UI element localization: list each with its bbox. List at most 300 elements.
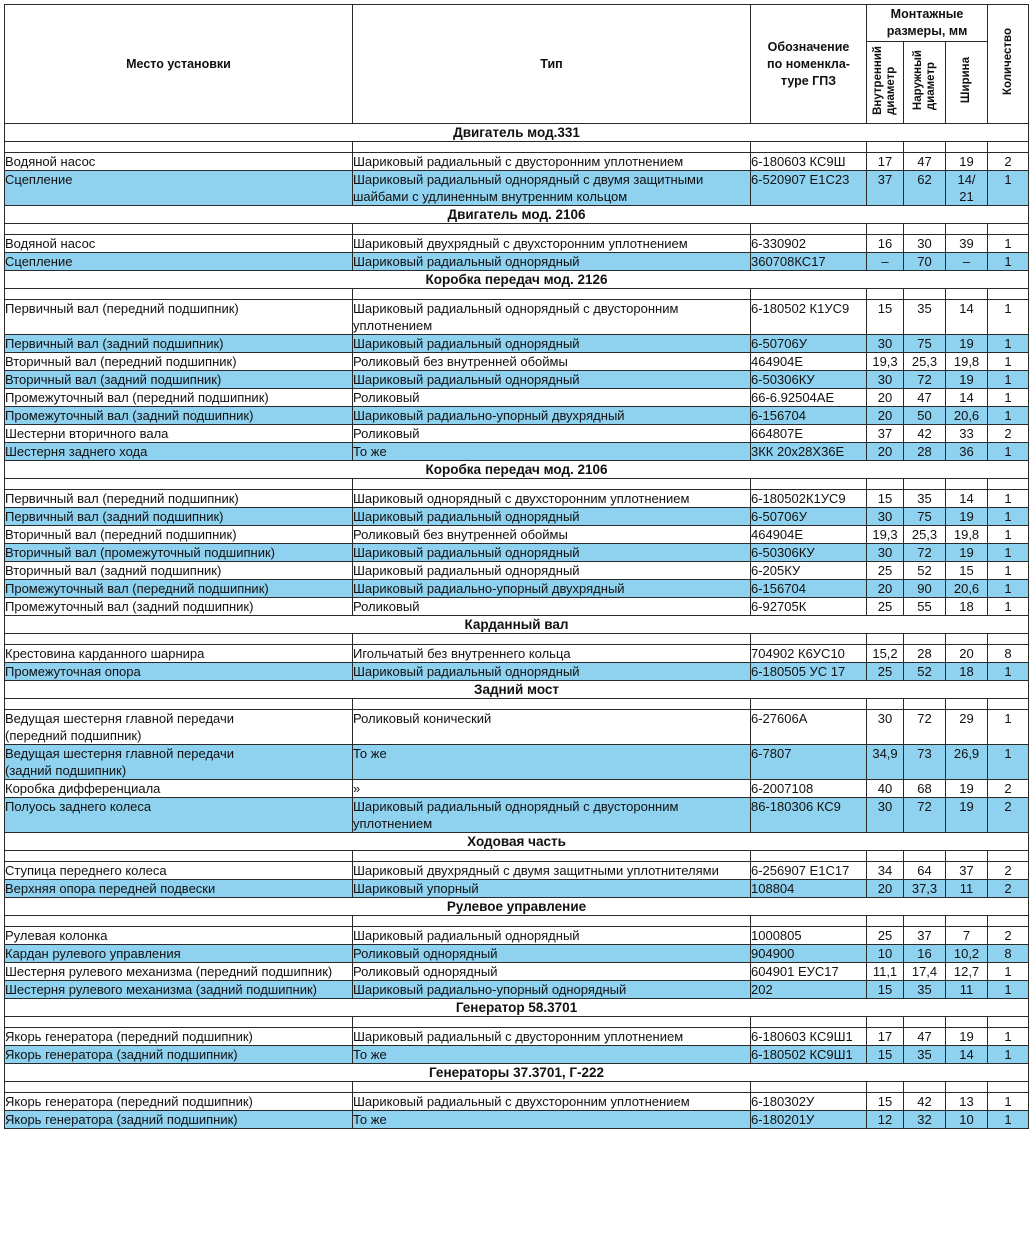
spacer-cell xyxy=(904,479,946,490)
table-row xyxy=(5,1028,1029,1046)
cell-qty: 1 xyxy=(988,253,1029,271)
cell-outer: 47 xyxy=(904,1028,946,1046)
cell-width: 19,8 xyxy=(946,526,988,544)
spacer-cell xyxy=(988,699,1029,710)
cell-type: Шариковый радиальный однорядный с двусторонним уплотнением xyxy=(353,798,751,833)
spacer-cell xyxy=(353,916,751,927)
table-row xyxy=(5,927,1029,945)
section-header-row xyxy=(5,833,1029,851)
header-width-cell xyxy=(946,42,988,124)
table-row xyxy=(5,1111,1029,1129)
cell-code: 86-180306 КС9 xyxy=(751,798,867,833)
cell-type: » xyxy=(353,780,751,798)
section-spacer-row xyxy=(5,479,1029,490)
spacer-cell xyxy=(353,699,751,710)
cell-place: Вторичный вал (передний подшипник) xyxy=(5,526,353,544)
cell-inner: – xyxy=(867,253,904,271)
cell-type: Роликовый xyxy=(353,425,751,443)
cell-place: Первичный вал (передний подшипник) xyxy=(5,300,353,335)
cell-width: 33 xyxy=(946,425,988,443)
cell-code: 6-50306КУ xyxy=(751,371,867,389)
section-spacer-row xyxy=(5,699,1029,710)
cell-inner: 17 xyxy=(867,153,904,171)
cell-qty: 1 xyxy=(988,745,1029,780)
table-row xyxy=(5,425,1029,443)
cell-width: 15 xyxy=(946,562,988,580)
section-spacer-row xyxy=(5,289,1029,300)
cell-code: 202 xyxy=(751,981,867,999)
spacer-cell xyxy=(904,634,946,645)
cell-outer: 37 xyxy=(904,927,946,945)
section-spacer-row xyxy=(5,851,1029,862)
cell-outer: 52 xyxy=(904,663,946,681)
cell-qty: 1 xyxy=(988,171,1029,206)
cell-width: 36 xyxy=(946,443,988,461)
cell-type: Шариковый двухрядный с двухсторонним уплотнением xyxy=(353,235,751,253)
cell-qty: 1 xyxy=(988,981,1029,999)
cell-width: 10 xyxy=(946,1111,988,1129)
table-row xyxy=(5,880,1029,898)
cell-qty: 1 xyxy=(988,235,1029,253)
spacer-cell xyxy=(867,224,904,235)
cell-outer: 55 xyxy=(904,598,946,616)
cell-place: Первичный вал (задний подшипник) xyxy=(5,508,353,526)
cell-code: 704902 К6УС10 xyxy=(751,645,867,663)
spacer-cell xyxy=(353,289,751,300)
cell-width: 11 xyxy=(946,981,988,999)
section-spacer-row xyxy=(5,1017,1029,1028)
cell-code: 6-256907 Е1С17 xyxy=(751,862,867,880)
cell-code: 6-92705К xyxy=(751,598,867,616)
section-title: Ходовая часть xyxy=(5,833,1029,851)
cell-type: Роликовый однорядный xyxy=(353,945,751,963)
spacer-cell xyxy=(5,142,353,153)
cell-qty: 8 xyxy=(988,945,1029,963)
cell-width: 29 xyxy=(946,710,988,745)
cell-type: Шариковый радиальный однорядный с двусторонним уплотнением xyxy=(353,300,751,335)
cell-qty: 1 xyxy=(988,663,1029,681)
cell-qty: 1 xyxy=(988,526,1029,544)
cell-place: Первичный вал (задний подшипник) xyxy=(5,335,353,353)
table-row xyxy=(5,562,1029,580)
table-row xyxy=(5,981,1029,999)
cell-code: 6-180603 КС9Ш1 xyxy=(751,1028,867,1046)
cell-qty: 1 xyxy=(988,710,1029,745)
spacer-cell xyxy=(5,289,353,300)
cell-width: 14 xyxy=(946,1046,988,1064)
cell-qty: 1 xyxy=(988,1111,1029,1129)
cell-width: 19 xyxy=(946,1028,988,1046)
spacer-cell xyxy=(5,699,353,710)
cell-qty: 1 xyxy=(988,580,1029,598)
spacer-cell xyxy=(867,289,904,300)
cell-qty: 1 xyxy=(988,562,1029,580)
header-outer-diameter: Наружный диаметр xyxy=(911,50,937,111)
cell-outer: 90 xyxy=(904,580,946,598)
cell-inner: 12 xyxy=(867,1111,904,1129)
cell-code: 6-520907 Е1С23 xyxy=(751,171,867,206)
cell-outer: 35 xyxy=(904,981,946,999)
cell-code: 464904Е xyxy=(751,526,867,544)
spacer-cell xyxy=(353,142,751,153)
spacer-cell xyxy=(946,1017,988,1028)
spacer-cell xyxy=(904,224,946,235)
table-row xyxy=(5,171,1029,206)
cell-type: Шариковый радиальный с двусторонним уплотнением xyxy=(353,153,751,171)
cell-width: 39 xyxy=(946,235,988,253)
spacer-cell xyxy=(5,634,353,645)
cell-qty: 1 xyxy=(988,490,1029,508)
cell-qty: 2 xyxy=(988,425,1029,443)
cell-qty: 2 xyxy=(988,862,1029,880)
cell-width: 20 xyxy=(946,645,988,663)
table-row xyxy=(5,1046,1029,1064)
table-row xyxy=(5,663,1029,681)
spacer-cell xyxy=(904,1082,946,1093)
cell-code: 108804 xyxy=(751,880,867,898)
cell-type: Игольчатый без внутреннего кольца xyxy=(353,645,751,663)
cell-code: 360708КС17 xyxy=(751,253,867,271)
cell-code: 664807Е xyxy=(751,425,867,443)
cell-place: Полуось заднего колеса xyxy=(5,798,353,833)
table-row xyxy=(5,526,1029,544)
spacer-cell xyxy=(353,851,751,862)
cell-code: 604901 ЕУС17 xyxy=(751,963,867,981)
header-inner-cell xyxy=(867,42,904,124)
spacer-cell xyxy=(867,634,904,645)
table-row xyxy=(5,544,1029,562)
table-row xyxy=(5,371,1029,389)
cell-type: Роликовый без внутренней обоймы xyxy=(353,526,751,544)
section-title: Генераторы 37.3701, Г-222 xyxy=(5,1064,1029,1082)
cell-place: Якорь генератора (задний подшипник) xyxy=(5,1046,353,1064)
cell-outer: 75 xyxy=(904,508,946,526)
table-row xyxy=(5,443,1029,461)
cell-inner: 20 xyxy=(867,443,904,461)
cell-qty: 1 xyxy=(988,443,1029,461)
header-type: Тип xyxy=(353,5,751,124)
spacer-cell xyxy=(988,634,1029,645)
cell-outer: 70 xyxy=(904,253,946,271)
cell-qty: 1 xyxy=(988,407,1029,425)
spacer-cell xyxy=(946,851,988,862)
spacer-cell xyxy=(5,479,353,490)
cell-inner: 15 xyxy=(867,490,904,508)
cell-outer: 37,3 xyxy=(904,880,946,898)
cell-width: 19 xyxy=(946,544,988,562)
spacer-cell xyxy=(751,1082,867,1093)
cell-outer: 47 xyxy=(904,389,946,407)
cell-outer: 35 xyxy=(904,490,946,508)
cell-code: 6-156704 xyxy=(751,580,867,598)
cell-type: То же xyxy=(353,443,751,461)
section-spacer-row xyxy=(5,224,1029,235)
spacer-cell xyxy=(867,1082,904,1093)
cell-type: Шариковый двухрядный с двумя защитными уплотнителями xyxy=(353,862,751,880)
cell-qty: 1 xyxy=(988,300,1029,335)
cell-width: 14/ 21 xyxy=(946,171,988,206)
spacer-cell xyxy=(946,634,988,645)
table-row xyxy=(5,353,1029,371)
cell-place: Вторичный вал (задний подшипник) xyxy=(5,371,353,389)
spacer-cell xyxy=(867,142,904,153)
cell-outer: 72 xyxy=(904,544,946,562)
cell-inner: 19,3 xyxy=(867,526,904,544)
cell-type: Шариковый радиальный однорядный xyxy=(353,544,751,562)
cell-type: Роликовый однорядный xyxy=(353,963,751,981)
cell-place: Ступица переднего колеса xyxy=(5,862,353,880)
cell-place: Ведущая шестерня главной передачи (передний подшипник) xyxy=(5,710,353,745)
cell-outer: 72 xyxy=(904,798,946,833)
cell-code: 6-180603 КС9Ш xyxy=(751,153,867,171)
cell-outer: 17,4 xyxy=(904,963,946,981)
cell-place: Якорь генератора (задний подшипник) xyxy=(5,1111,353,1129)
cell-qty: 1 xyxy=(988,1093,1029,1111)
cell-outer: 28 xyxy=(904,443,946,461)
section-header-row xyxy=(5,461,1029,479)
cell-type: То же xyxy=(353,1111,751,1129)
cell-inner: 20 xyxy=(867,389,904,407)
cell-inner: 34 xyxy=(867,862,904,880)
cell-inner: 34,9 xyxy=(867,745,904,780)
cell-type: Шариковый упорный xyxy=(353,880,751,898)
cell-inner: 17 xyxy=(867,1028,904,1046)
spacer-cell xyxy=(353,224,751,235)
cell-type: Шариковый радиальный однорядный xyxy=(353,253,751,271)
cell-type: Шариковый радиальный однорядный xyxy=(353,562,751,580)
section-spacer-row xyxy=(5,142,1029,153)
cell-width: 18 xyxy=(946,598,988,616)
cell-code: 6-180505 УС 17 xyxy=(751,663,867,681)
cell-outer: 72 xyxy=(904,710,946,745)
cell-type: Шариковый радиально-упорный однорядный xyxy=(353,981,751,999)
table-body xyxy=(5,124,1029,1129)
spacer-cell xyxy=(904,851,946,862)
spacer-cell xyxy=(988,224,1029,235)
cell-code: 6-180502 К1УС9 xyxy=(751,300,867,335)
cell-qty: 1 xyxy=(988,508,1029,526)
cell-outer: 73 xyxy=(904,745,946,780)
cell-place: Вторичный вал (промежуточный подшипник) xyxy=(5,544,353,562)
cell-width: 19 xyxy=(946,780,988,798)
cell-inner: 11,1 xyxy=(867,963,904,981)
section-header-row xyxy=(5,898,1029,916)
table-row xyxy=(5,963,1029,981)
cell-outer: 25,3 xyxy=(904,353,946,371)
table-row xyxy=(5,300,1029,335)
spacer-cell xyxy=(867,699,904,710)
spacer-cell xyxy=(751,1017,867,1028)
header-place: Место установки xyxy=(5,5,353,124)
cell-place: Шестерня рулевого механизма (передний подшипник) xyxy=(5,963,353,981)
cell-place: Водяной насос xyxy=(5,235,353,253)
cell-width: 14 xyxy=(946,300,988,335)
cell-place: Водяной насос xyxy=(5,153,353,171)
cell-inner: 15 xyxy=(867,1093,904,1111)
cell-place: Сцепление xyxy=(5,253,353,271)
cell-inner: 19,3 xyxy=(867,353,904,371)
cell-qty: 1 xyxy=(988,389,1029,407)
cell-width: 14 xyxy=(946,490,988,508)
cell-inner: 10 xyxy=(867,945,904,963)
section-header-row xyxy=(5,616,1029,634)
cell-code: 6-180502 КС9Ш1 xyxy=(751,1046,867,1064)
cell-code: 66-6.92504АЕ xyxy=(751,389,867,407)
spacer-cell xyxy=(867,1017,904,1028)
cell-width: 19 xyxy=(946,335,988,353)
cell-type: Роликовый xyxy=(353,598,751,616)
cell-outer: 52 xyxy=(904,562,946,580)
cell-qty: 2 xyxy=(988,927,1029,945)
cell-inner: 15 xyxy=(867,1046,904,1064)
cell-place: Промежуточный вал (передний подшипник) xyxy=(5,580,353,598)
cell-width: 19 xyxy=(946,508,988,526)
cell-inner: 30 xyxy=(867,710,904,745)
cell-width: 11 xyxy=(946,880,988,898)
cell-width: 7 xyxy=(946,927,988,945)
cell-type: То же xyxy=(353,1046,751,1064)
table-row xyxy=(5,235,1029,253)
cell-type: Роликовый конический xyxy=(353,710,751,745)
header-inner-diameter: Внутренний диаметр xyxy=(872,45,897,115)
spacer-cell xyxy=(988,851,1029,862)
cell-type: Шариковый радиальный однорядный xyxy=(353,371,751,389)
cell-outer: 42 xyxy=(904,1093,946,1111)
spacer-cell xyxy=(353,634,751,645)
header-designation: Обозначение по номенкла- туре ГПЗ xyxy=(751,5,867,124)
spacer-cell xyxy=(904,142,946,153)
spacer-cell xyxy=(751,224,867,235)
header-width: Ширина xyxy=(960,57,973,104)
cell-qty: 2 xyxy=(988,880,1029,898)
table-row xyxy=(5,710,1029,745)
section-spacer-row xyxy=(5,916,1029,927)
cell-place: Кардан рулевого управления xyxy=(5,945,353,963)
cell-code: 6-7807 xyxy=(751,745,867,780)
section-header-row xyxy=(5,1064,1029,1082)
cell-type: Шариковый радиально-упорный двухрядный xyxy=(353,580,751,598)
cell-width: 20,6 xyxy=(946,580,988,598)
cell-width: 26,9 xyxy=(946,745,988,780)
cell-code: 6-205КУ xyxy=(751,562,867,580)
spacer-cell xyxy=(946,1082,988,1093)
cell-outer: 32 xyxy=(904,1111,946,1129)
cell-type: Роликовый xyxy=(353,389,751,407)
table-row xyxy=(5,580,1029,598)
cell-place: Ведущая шестерня главной передачи (задний подшипник) xyxy=(5,745,353,780)
cell-qty: 1 xyxy=(988,1046,1029,1064)
cell-type: Шариковый радиальный однорядный xyxy=(353,927,751,945)
cell-outer: 72 xyxy=(904,371,946,389)
cell-qty: 2 xyxy=(988,780,1029,798)
cell-code: 1000805 xyxy=(751,927,867,945)
bearing-table xyxy=(4,4,1029,1129)
section-title: Двигатель мод. 2106 xyxy=(5,206,1029,224)
spacer-cell xyxy=(751,699,867,710)
header-mounting-dimensions: Монтажные размеры, мм xyxy=(867,5,988,42)
section-title: Двигатель мод.331 xyxy=(5,124,1029,142)
cell-place: Промежуточная опора xyxy=(5,663,353,681)
spacer-cell xyxy=(904,916,946,927)
cell-inner: 15 xyxy=(867,981,904,999)
cell-inner: 25 xyxy=(867,562,904,580)
spacer-cell xyxy=(988,1082,1029,1093)
cell-outer: 25,3 xyxy=(904,526,946,544)
cell-outer: 68 xyxy=(904,780,946,798)
cell-qty: 2 xyxy=(988,153,1029,171)
cell-code: 6-27606А xyxy=(751,710,867,745)
cell-qty: 1 xyxy=(988,1028,1029,1046)
spacer-cell xyxy=(867,916,904,927)
spacer-cell xyxy=(988,142,1029,153)
cell-outer: 35 xyxy=(904,300,946,335)
cell-code: 464904Е xyxy=(751,353,867,371)
cell-qty: 1 xyxy=(988,598,1029,616)
cell-place: Рулевая колонка xyxy=(5,927,353,945)
cell-outer: 62 xyxy=(904,171,946,206)
cell-inner: 25 xyxy=(867,927,904,945)
spacer-cell xyxy=(904,1017,946,1028)
spacer-cell xyxy=(5,1082,353,1093)
spacer-cell xyxy=(988,479,1029,490)
cell-inner: 37 xyxy=(867,171,904,206)
cell-qty: 2 xyxy=(988,798,1029,833)
cell-place: Вторичный вал (задний подшипник) xyxy=(5,562,353,580)
cell-place: Крестовина карданного шарнира xyxy=(5,645,353,663)
spacer-cell xyxy=(751,479,867,490)
cell-place: Промежуточный вал (передний подшипник) xyxy=(5,389,353,407)
section-title: Коробка передач мод. 2106 xyxy=(5,461,1029,479)
cell-type: Шариковый радиальный с двусторонним уплотнением xyxy=(353,1028,751,1046)
spacer-cell xyxy=(867,479,904,490)
cell-width: 19 xyxy=(946,371,988,389)
cell-place: Якорь генератора (передний подшипник) xyxy=(5,1093,353,1111)
cell-inner: 15 xyxy=(867,300,904,335)
spacer-cell xyxy=(5,224,353,235)
cell-type: Шариковый однорядный с двухсторонним уплотнением xyxy=(353,490,751,508)
cell-width: 20,6 xyxy=(946,407,988,425)
spacer-cell xyxy=(751,916,867,927)
section-header-row xyxy=(5,271,1029,289)
cell-inner: 30 xyxy=(867,508,904,526)
spacer-cell xyxy=(946,289,988,300)
cell-width: 19,8 xyxy=(946,353,988,371)
table-row xyxy=(5,598,1029,616)
cell-inner: 37 xyxy=(867,425,904,443)
section-title: Задний мост xyxy=(5,681,1029,699)
cell-place: Якорь генератора (передний подшипник) xyxy=(5,1028,353,1046)
cell-inner: 25 xyxy=(867,598,904,616)
table-row xyxy=(5,1093,1029,1111)
cell-width: 10,2 xyxy=(946,945,988,963)
cell-outer: 47 xyxy=(904,153,946,171)
cell-inner: 30 xyxy=(867,544,904,562)
cell-place: Первичный вал (передний подшипник) xyxy=(5,490,353,508)
cell-outer: 16 xyxy=(904,945,946,963)
section-title: Генератор 58.3701 xyxy=(5,999,1029,1017)
cell-code: 6-50306КУ xyxy=(751,544,867,562)
cell-qty: 1 xyxy=(988,544,1029,562)
cell-place: Коробка дифференциала xyxy=(5,780,353,798)
spacer-cell xyxy=(946,479,988,490)
spacer-cell xyxy=(751,634,867,645)
spacer-cell xyxy=(5,1017,353,1028)
table-row xyxy=(5,508,1029,526)
cell-qty: 1 xyxy=(988,371,1029,389)
cell-code: 6-156704 xyxy=(751,407,867,425)
table-row xyxy=(5,798,1029,833)
table-row xyxy=(5,945,1029,963)
